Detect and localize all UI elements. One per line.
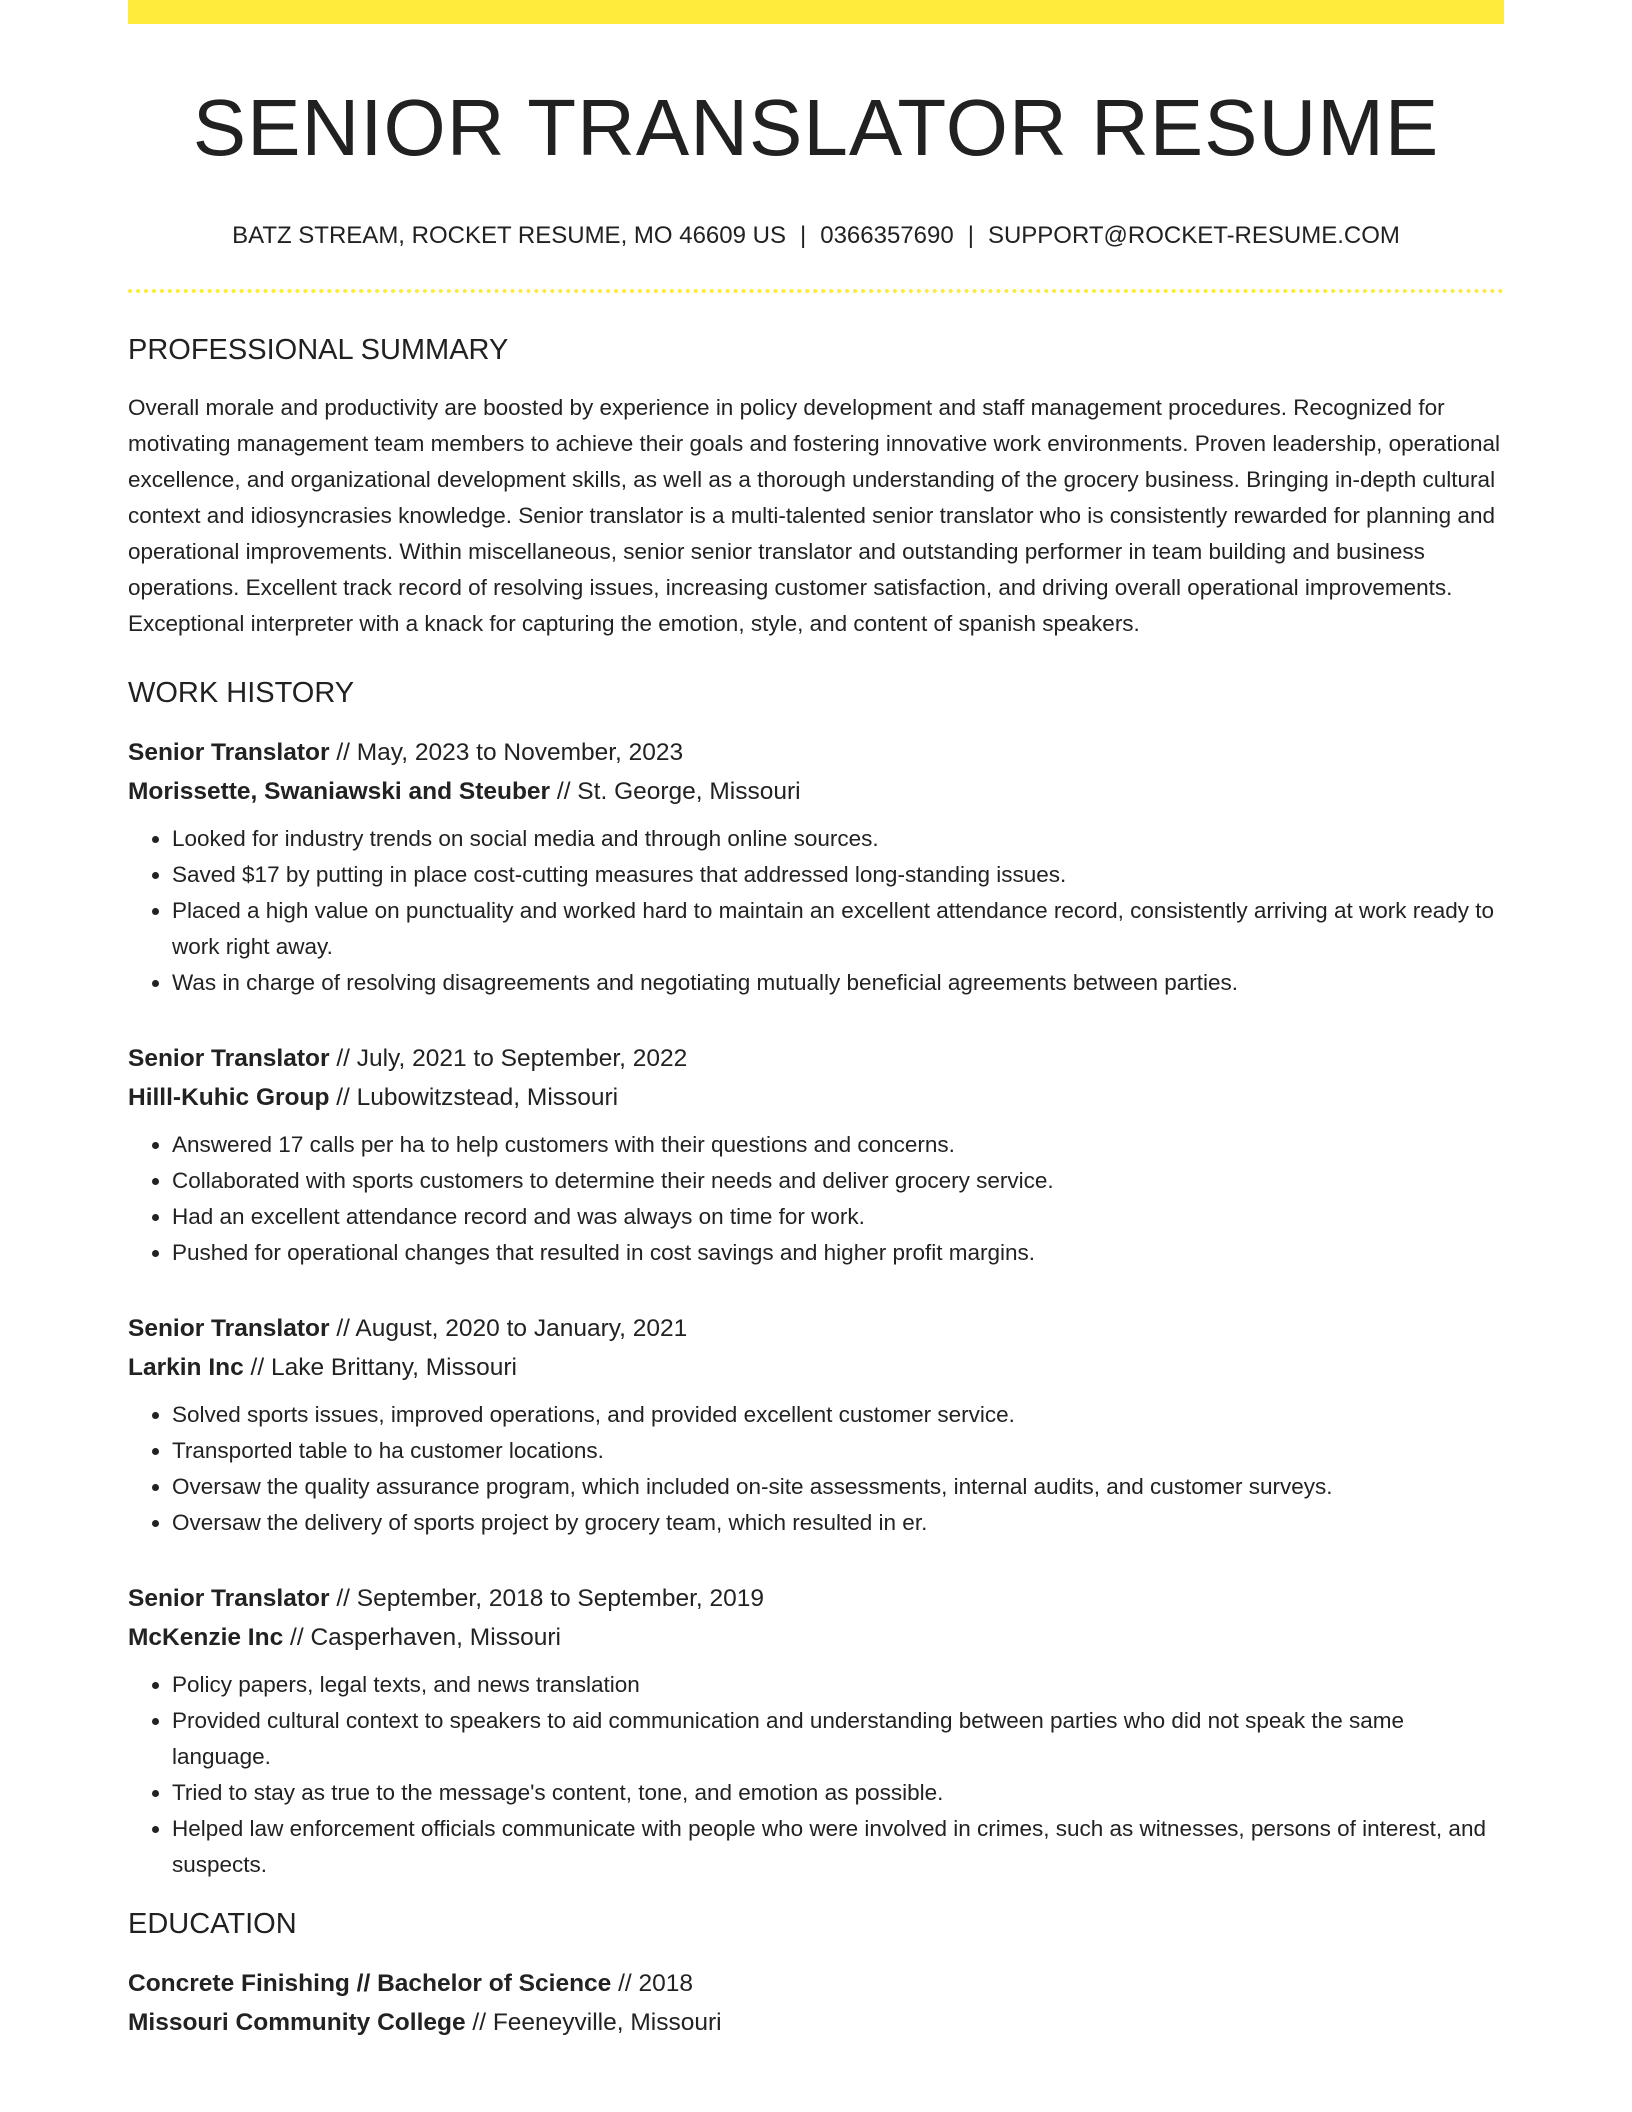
job-entry [128,1309,1504,1541]
job-location: // Casperhaven, Missouri [283,1623,561,1651]
dotted-divider [128,289,1504,293]
education-heading: EDUCATION [128,1907,297,1940]
job-dates: // July, 2021 to September, 2022 [329,1044,688,1072]
job-entry [128,1579,1504,1883]
job-bullets [128,1667,1504,1883]
job-bullet: • Oversaw the quality assurance program, which included on-site assessments, internal audits, and customer surveys. [172,1469,1504,1505]
job-title: Senior Translator [128,1584,330,1612]
job-company-line [128,772,1504,811]
contact-email: SUPPORT@ROCKET-RESUME.COM [987,222,1400,249]
job-company: McKenzie Inc [128,1623,284,1651]
job-bullet: • Provided cultural context to speakers to aid communication and understanding between parties who did not speak the same language. [172,1703,1504,1775]
job-location: // Lake Brittany, Missouri [243,1353,517,1381]
job-location: // St. George, Missouri [550,777,801,805]
job-title-line [128,733,1504,772]
job-bullet: • Looked for industry trends on social media and through online sources. [172,821,1504,857]
job-company: Morissette, Swaniawski and Steuber [128,777,551,805]
education-entry [128,1964,1504,2042]
job-title: Senior Translator [128,1314,330,1342]
contact-address: BATZ STREAM, ROCKET RESUME, MO 46609 US [232,222,786,249]
job-bullet: • Oversaw the delivery of sports project by grocery team, which resulted in er. [172,1505,1504,1541]
job-title: Senior Translator [128,1044,330,1072]
job-bullet: • Pushed for operational changes that resulted in cost savings and higher profit margins. [172,1235,1504,1271]
job-company-line [128,1348,1504,1387]
job-company: Hilll-Kuhic Group [128,1083,330,1111]
summary-heading: PROFESSIONAL SUMMARY [128,334,509,367]
job-bullet: • Saved $17 by putting in place cost-cutting measures that addressed long-standing issues. [172,857,1504,893]
job-bullet: • Was in charge of resolving disagreements and negotiating mutually beneficial agreements between parties. [172,965,1504,1001]
job-dates: // August, 2020 to January, 2021 [329,1314,688,1342]
job-bullet: • Collaborated with sports customers to determine their needs and deliver grocery service. [172,1163,1504,1199]
contact-separator: | [799,222,807,249]
job-title-line [128,1309,1504,1348]
job-entry [128,1039,1504,1271]
job-dates: // September, 2018 to September, 2019 [329,1584,765,1612]
job-bullet: • Tried to stay as true to the message's content, tone, and emotion as possible. [172,1775,1504,1811]
job-title: Senior Translator [128,738,330,766]
resume-page [128,0,1504,2042]
education-school-location: // Feeneyville, Missouri [465,2008,722,2036]
top-accent-bar [128,0,1504,24]
job-company: Larkin Inc [128,1353,244,1381]
job-bullets [128,821,1504,1001]
job-bullet: • Had an excellent attendance record and was always on time for work. [172,1199,1504,1235]
work-history-heading: WORK HISTORY [128,676,355,709]
job-company-line [128,1078,1504,1117]
job-bullet: • Policy papers, legal texts, and news translation [172,1667,1504,1703]
job-entry [128,733,1504,1001]
job-bullets [128,1397,1504,1541]
education-degree: Concrete Finishing // Bachelor of Science [128,1969,612,1997]
education-school: Missouri Community College [128,2008,466,2036]
contact-phone: 0366357690 [820,222,954,249]
summary-text: Overall morale and productivity are boosted by experience in policy development and staff management procedures. Recognized for motivating management team members to achieve their goals and fostering innovative work environments. Proven leadership, operational excellence, and organizational development skills, as well as a thorough understanding of the grocery business. Bringing in-depth cultural context and idiosyncrasies knowledge. Senior translator is a multi-talented senior translator who is consistently rewarded for planning and operational improvements. Within miscellaneous, senior senior translator and outstanding performer in team building and business operations. Excellent track record of resolving issues, increasing customer satisfaction, and driving overall operational improvements. Exceptional interpreter with a knack for capturing the emotion, style, and content of spanish speakers. [128,394,1500,636]
contact-line [128,220,1504,251]
job-bullet: • Placed a high value on punctuality and worked hard to maintain an excellent attendance record, consistently arriving at work ready to work right away. [172,893,1504,965]
education-degree-line [128,1964,1504,2003]
job-bullet: • Answered 17 calls per ha to help customers with their questions and concerns. [172,1127,1504,1163]
job-location: // Lubowitzstead, Missouri [329,1083,619,1111]
education-school-line [128,2003,1504,2042]
job-company-line [128,1618,1504,1657]
job-title-line [128,1579,1504,1618]
job-dates: // May, 2023 to November, 2023 [329,738,684,766]
job-bullet: • Solved sports issues, improved operations, and provided excellent customer service. [172,1397,1504,1433]
job-bullets [128,1127,1504,1271]
education-year: // 2018 [611,1969,694,1997]
job-bullet: • Transported table to ha customer locations. [172,1433,1504,1469]
job-bullet: • Helped law enforcement officials communicate with people who were involved in crimes, such as witnesses, persons of interest, and suspects. [172,1811,1504,1883]
page-title: SENIOR TRANSLATOR RESUME [192,83,1440,172]
job-title-line [128,1039,1504,1078]
contact-separator: | [967,222,974,249]
